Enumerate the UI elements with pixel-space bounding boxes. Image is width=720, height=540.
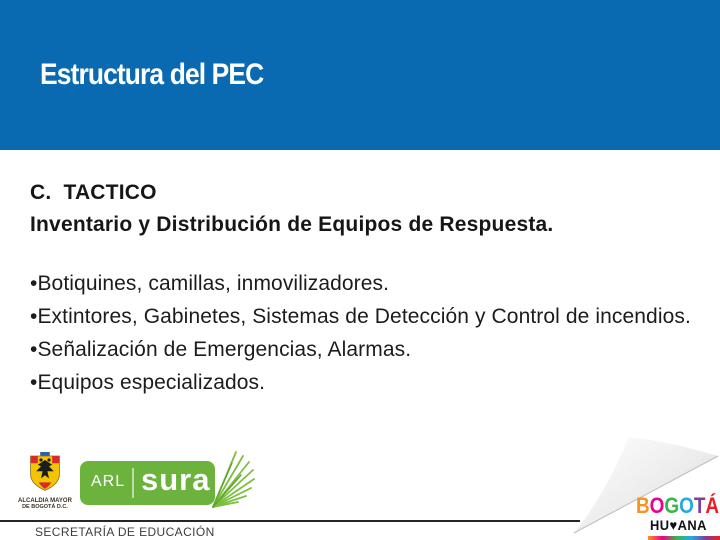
bullet-item: •Botiquines, camillas, inmovilizadores. <box>30 272 390 295</box>
humana-suffix: ANA <box>677 517 707 533</box>
bullet-item: •Señalización de Emergencias, Alarmas. <box>30 338 412 361</box>
bogota-crest-icon <box>27 452 63 492</box>
alcaldia-logo <box>16 452 74 510</box>
section-heading: C. TACTICO <box>30 181 157 204</box>
humana-label <box>650 517 707 533</box>
sura-label: sura <box>141 462 211 497</box>
rainbow-strip <box>648 536 720 540</box>
header-band <box>0 0 720 150</box>
bogota-letter: B <box>636 493 650 518</box>
arl-label: ARL <box>91 473 126 490</box>
bullet-list <box>30 267 696 399</box>
sura-burst-icon <box>208 449 256 513</box>
secretaria-label: SECRETARÍA DE EDUCACIÓN <box>35 525 215 539</box>
heart-icon: ♥ <box>669 517 678 533</box>
bogota-letter: G <box>664 493 680 518</box>
bogota-letter: O <box>679 493 694 518</box>
bullet-item: •Equipos especializados. <box>30 371 266 394</box>
bullet-item: •Extintores, Gabinetes, Sistemas de Detección y Control de incendios. <box>30 305 691 328</box>
arl-sura-divider <box>132 468 134 498</box>
footer-rule <box>0 520 580 522</box>
bogota-letter: O <box>649 493 665 518</box>
alcaldia-caption-line1: ALCALDIA MAYOR <box>18 498 72 504</box>
humana-prefix: HU <box>650 517 670 533</box>
subheading: Inventario y Distribución de Equipos de Respuesta. <box>30 213 554 236</box>
bogota-letter: T <box>693 493 706 518</box>
bogota-humana-logo <box>636 493 719 519</box>
arl-sura-logo <box>80 461 215 505</box>
alcaldia-caption-line2: DE BOGOTÁ D.C. <box>22 504 68 510</box>
bogota-letter: Á <box>705 493 720 518</box>
page-title: Estructura del PEC <box>40 58 264 91</box>
